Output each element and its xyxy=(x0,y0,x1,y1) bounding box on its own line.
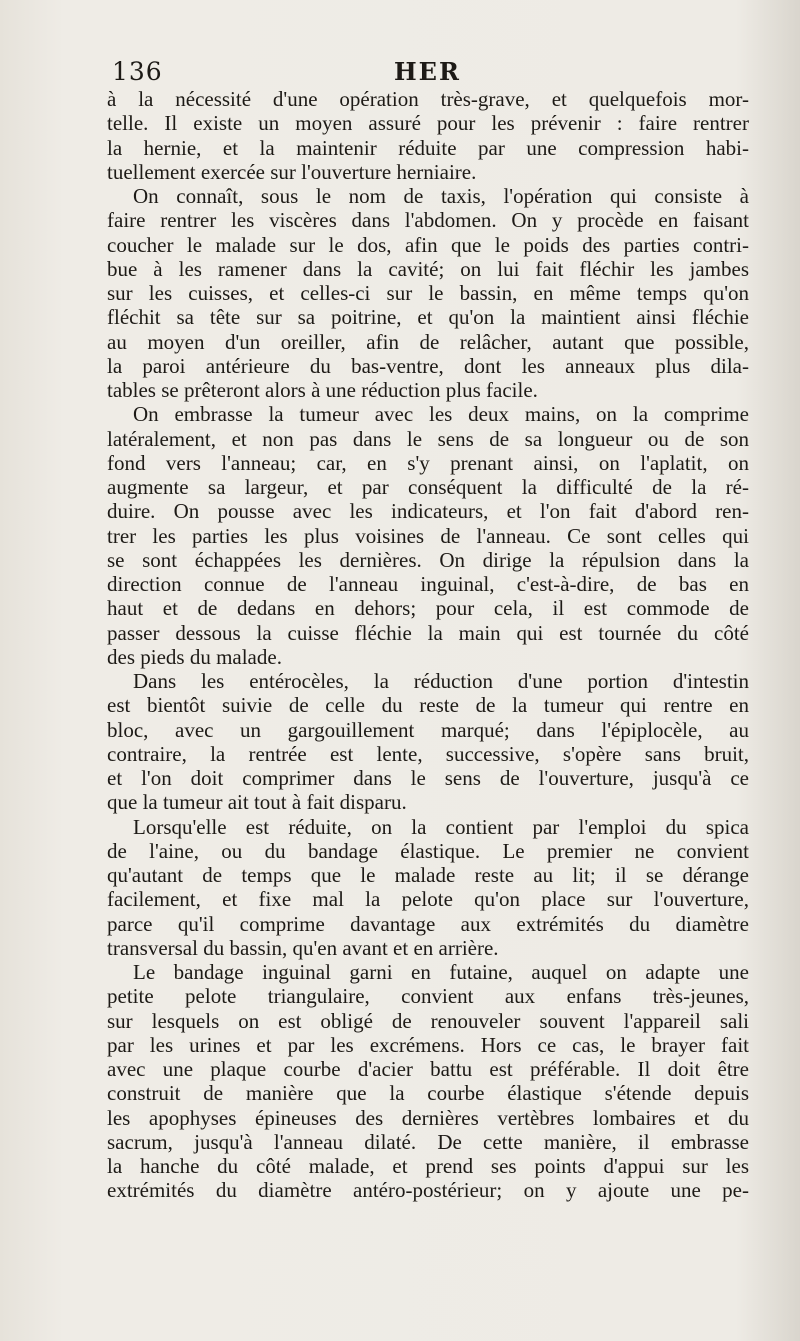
text-line: sur les cuisses, et celles-ci sur le bassin, en même temps qu'on xyxy=(107,281,749,305)
text-line: fléchit sa tête sur sa poitrine, et qu'on la maintient ainsi fléchie xyxy=(107,305,749,330)
text-line: passer dessous la cuisse fléchie la main qui est tournée du côté xyxy=(107,620,749,645)
text-line: sur lesquels on est obligé de renouveler souvent l'appareil sali xyxy=(107,1008,749,1033)
text-line: sacrum, jusqu'à l'anneau dilaté. De cette manière, il embrasse xyxy=(107,1129,749,1154)
text-line: Dans les entérocèles, la réduction d'une portion d'intestin xyxy=(133,669,749,693)
text-line: de l'aine, ou du bandage élastique. Le premier ne convient xyxy=(107,838,749,863)
text-line: la paroi antérieure du bas-ventre, dont les anneaux plus dila- xyxy=(107,353,749,378)
text-line: des pieds du malade. xyxy=(107,644,282,669)
text-line: la hanche du côté malade, et prend ses points d'appui sur les xyxy=(107,1154,749,1178)
text-line: se sont échappées les dernières. On dirige la répulsion dans la xyxy=(107,547,749,572)
text-line: contraire, la rentrée est lente, successive, s'opère sans bruit, xyxy=(107,741,749,766)
text-line: à la nécessité d'une opération très-grave, et quelquefois mor- xyxy=(107,87,749,111)
text-line: la hernie, et la maintenir réduite par une compression habi- xyxy=(107,135,749,160)
text-line: et l'on doit comprimer dans le sens de l'ouverture, jusqu'à ce xyxy=(107,766,749,790)
text-line: trer les parties les plus voisines de l'anneau. Ce sont celles qui xyxy=(107,523,749,548)
text-line: facilement, et fixe mal la pelote qu'on place sur l'ouverture, xyxy=(107,887,749,912)
text-line: extrémités du diamètre antéro-postérieur; on y ajoute une pe- xyxy=(107,1178,749,1203)
text-line: est bientôt suivie de celle du reste de la tumeur qui rentre en xyxy=(107,693,749,718)
page-header xyxy=(108,55,758,89)
body-text xyxy=(107,87,749,1203)
text-line: tuellement exercée sur l'ouverture herniaire. xyxy=(107,159,477,184)
text-line: parce qu'il comprime davantage aux extrémités du diamètre xyxy=(107,911,749,936)
text-line: coucher le malade sur le dos, afin que le poids des parties contri- xyxy=(107,232,749,257)
text-line: transversal du bassin, qu'en avant et en arrière. xyxy=(107,935,499,960)
text-line: les apophyses épineuses des dernières vertèbres lombaires et du xyxy=(107,1105,749,1130)
text-line: latéralement, et non pas dans le sens de sa longueur ou de son xyxy=(107,426,749,451)
page-number: 136 xyxy=(112,57,163,86)
text-line: telle. Il existe un moyen assuré pour les prévenir : faire rentrer xyxy=(107,111,749,136)
text-line: tables se prêteront alors à une réduction plus facile. xyxy=(107,378,538,402)
text-line: fond vers l'anneau; car, en s'y prenant ainsi, on l'aplatit, on xyxy=(107,450,749,475)
text-line: qu'autant de temps que le malade reste au lit; il se dérange xyxy=(107,863,749,887)
text-line: duire. On pousse avec les indicateurs, et l'on fait d'abord ren- xyxy=(107,499,749,524)
text-line: Lorsqu'elle est réduite, on la contient par l'emploi du spica xyxy=(133,814,749,839)
text-line: au moyen d'un oreiller, afin de relâcher, autant que possible, xyxy=(107,329,749,354)
text-line: On connaît, sous le nom de taxis, l'opération qui consiste à xyxy=(133,184,749,208)
text-line: On embrasse la tumeur avec les deux mains, on la comprime xyxy=(133,402,749,427)
text-line: Le bandage inguinal garni en futaine, auquel on adapte une xyxy=(133,960,749,984)
text-line: bue à les ramener dans la cavité; on lui fait fléchir les jambes xyxy=(107,256,749,281)
text-line: haut et de dedans en dehors; pour cela, il est commode de xyxy=(107,596,749,621)
text-line: bloc, avec un gargouillement marqué; dans l'épiplocèle, au xyxy=(107,717,749,742)
text-line: que la tumeur ait tout à fait disparu. xyxy=(107,790,407,815)
text-line: avec une plaque courbe d'acier battu est préférable. Il doit être xyxy=(107,1057,749,1081)
text-line: augmente sa largeur, et par conséquent la difficulté de la ré- xyxy=(107,475,749,499)
text-line: faire rentrer les viscères dans l'abdomen. On y procède en faisant xyxy=(107,208,749,233)
text-line: direction connue de l'anneau inguinal, c'est-à-dire, de bas en xyxy=(107,572,749,596)
text-line: petite pelote triangulaire, convient aux enfans très-jeunes, xyxy=(107,984,749,1009)
running-head: HER xyxy=(394,57,461,86)
text-line: construit de manière que la courbe élastique s'étende depuis xyxy=(107,1081,749,1106)
text-line: par les urines et par les excrémens. Hors ce cas, le brayer fait xyxy=(107,1032,749,1057)
